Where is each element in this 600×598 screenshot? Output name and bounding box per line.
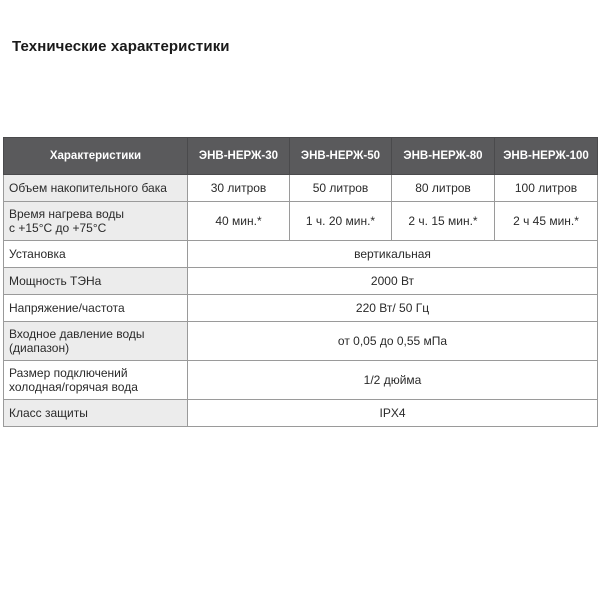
table-cell: 100 литров	[495, 175, 598, 202]
page-title: Технические характеристики	[12, 38, 230, 55]
table-row	[4, 400, 598, 427]
table-cell: IPX4	[188, 400, 598, 427]
table-row	[4, 175, 598, 202]
table-cell: 1 ч. 20 мин.*	[290, 202, 392, 241]
row-label: Напряжение/частота	[4, 295, 188, 322]
spec-table	[3, 137, 598, 427]
table-cell: вертикальная	[188, 241, 598, 268]
header-cell-model-50: ЭНВ-НЕРЖ-50	[290, 138, 392, 175]
table-cell: 1/2 дюйма	[188, 361, 598, 400]
row-label-line: Размер подключений	[9, 366, 128, 380]
row-label: Объем накопительного бака	[4, 175, 188, 202]
table-cell: 30 литров	[188, 175, 290, 202]
table-cell: 2 ч. 15 мин.*	[392, 202, 495, 241]
table-cell: 80 литров	[392, 175, 495, 202]
table-cell: 2000 Вт	[188, 268, 598, 295]
table-cell: 40 мин.*	[188, 202, 290, 241]
row-label-line: Время нагрева воды	[9, 207, 124, 221]
row-label	[4, 202, 188, 241]
table-cell: от 0,05 до 0,55 мПа	[188, 322, 598, 361]
row-label-line: Входное давление воды	[9, 327, 145, 341]
row-label-line: холодная/горячая вода	[9, 380, 138, 394]
header-cell-characteristics: Характеристики	[4, 138, 188, 175]
table-row	[4, 295, 598, 322]
table-row	[4, 202, 598, 241]
header-cell-model-80: ЭНВ-НЕРЖ-80	[392, 138, 495, 175]
table-cell: 220 Вт/ 50 Гц	[188, 295, 598, 322]
row-label: Класс защиты	[4, 400, 188, 427]
row-label: Мощность ТЭНа	[4, 268, 188, 295]
row-label: Установка	[4, 241, 188, 268]
table-row	[4, 241, 598, 268]
row-label-line: с +15°С до +75°С	[9, 221, 107, 235]
header-cell-model-30: ЭНВ-НЕРЖ-30	[188, 138, 290, 175]
row-label-line: (диапазон)	[9, 341, 70, 355]
table-row	[4, 268, 598, 295]
header-cell-model-100: ЭНВ-НЕРЖ-100	[495, 138, 598, 175]
table-row	[4, 361, 598, 400]
table-header-row	[4, 138, 598, 175]
table-cell: 50 литров	[290, 175, 392, 202]
row-label	[4, 361, 188, 400]
table-row	[4, 322, 598, 361]
table-cell: 2 ч 45 мин.*	[495, 202, 598, 241]
row-label	[4, 322, 188, 361]
